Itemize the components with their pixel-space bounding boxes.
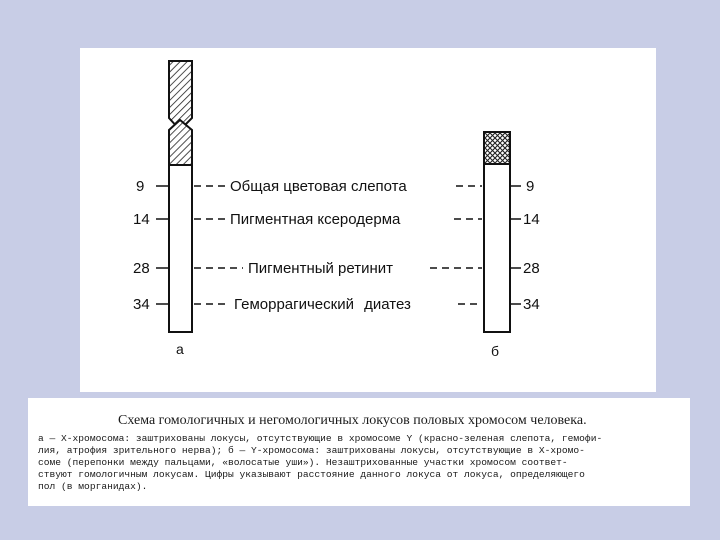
locus-label: Пигментная ксеродерма (230, 211, 401, 228)
chromosome-diagram (80, 48, 656, 392)
y-hatched-segment (484, 132, 510, 164)
caption-title: Схема гомологичных и негомологичных локусов половых хромосом человека. (118, 413, 587, 428)
x-pos-label: 28 (133, 260, 150, 277)
y-pos-label: 9 (526, 178, 535, 195)
locus-label: Общая цветовая слепота (230, 178, 407, 195)
chromosome-y (484, 132, 510, 332)
x-pos-label: 9 (136, 178, 145, 195)
chromosome-x (169, 61, 192, 332)
x-pos-label: 14 (133, 211, 150, 228)
x-position-labels (133, 178, 168, 313)
locus-label: Пигментный ретинит (248, 260, 394, 277)
caption-line: ствуют гомологичным локусам. Цифры указывают расстояние данного локуса от локуса, определяющего (38, 469, 585, 480)
locus-labels (230, 178, 411, 313)
y-position-labels (511, 178, 540, 313)
x-pos-label: 34 (133, 296, 150, 313)
chromosome-a-letter: а (176, 341, 184, 357)
x-hatched-lower (169, 120, 192, 165)
y-homologous-segment (484, 164, 510, 332)
figure-caption (28, 398, 690, 506)
caption-line: соме (перепонки между пальцами, «волосатые уши»). Незаштрихованные участки хромосом соответ- (38, 457, 568, 468)
caption-line: пол (в морганидах). (38, 481, 148, 492)
x-homologous-segment (169, 165, 192, 332)
chromosome-b-letter: б (491, 343, 500, 359)
caption-body (38, 433, 684, 493)
locus-label: Геморрагический диатез (234, 296, 411, 313)
caption-line: лия, атрофия зрительного нерва); б — Y-хромосома: заштрихованы локусы, отсутствующие в X-хромо- (38, 445, 585, 456)
diagram-canvas (80, 48, 656, 392)
y-pos-label: 34 (523, 296, 540, 313)
locus-connectors (194, 186, 482, 304)
caption-line: а — Х-хромосома: заштрихованы локусы, отсутствующие в хромосоме Y (красно-зеленая слепота, гемофи- (38, 433, 603, 444)
y-pos-label: 14 (523, 211, 540, 228)
y-pos-label: 28 (523, 260, 540, 277)
